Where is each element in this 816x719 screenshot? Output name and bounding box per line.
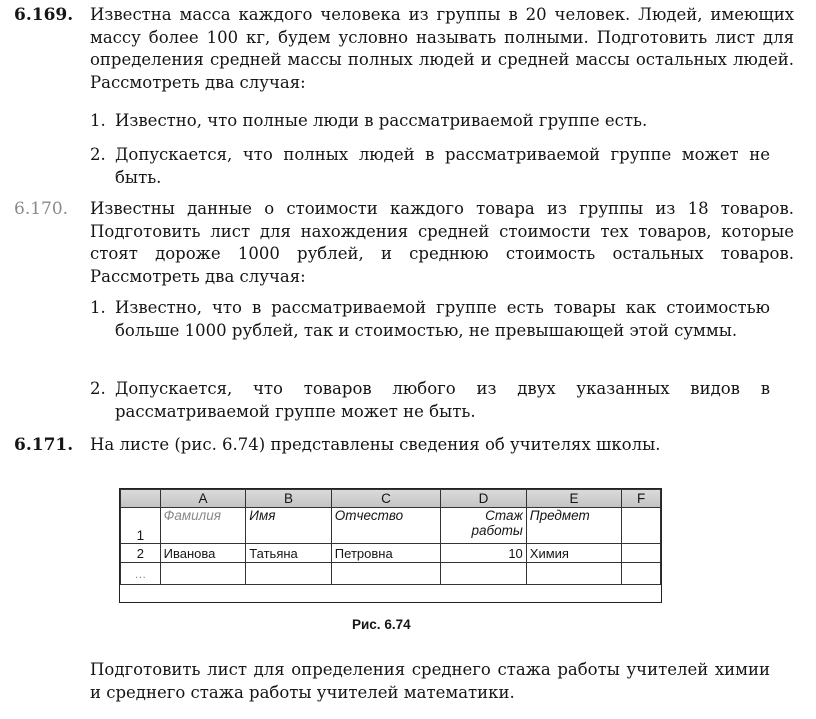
case-item (90, 110, 770, 133)
empty-cell (331, 563, 440, 585)
cell-d1: Стаж работы (441, 508, 527, 544)
table-row (121, 544, 661, 563)
cell-f2 (622, 544, 661, 563)
cell-f1 (622, 508, 661, 544)
problem-number: 6.169. (14, 5, 74, 25)
table-row (121, 563, 661, 585)
problem-text: Известна масса каждого человека из группы в 20 человек. Людей, имеющих массу более 100 кг, будем условно называть полными. Подготовить лист для определения средней массы полных людей и средней массы остальных людей. Рассмотреть два случая: (90, 5, 794, 92)
row-number: 1 (121, 508, 161, 544)
empty-cell (526, 563, 622, 585)
figure-caption: Рис. 6.74 (352, 617, 411, 632)
final-task-text: Подготовить лист для определения среднего стажа работы учителей химии и среднего стажа работы учителей математики. (90, 660, 770, 702)
column-header-c: C (331, 490, 440, 508)
cell-b1: Имя (246, 508, 332, 544)
case-number: 2. (90, 379, 106, 398)
problem-number: 6.170. (14, 199, 69, 219)
case-item (90, 378, 770, 423)
row-number-ellipsis: … (121, 563, 161, 585)
column-header-b: B (246, 490, 332, 508)
cell-e2: Химия (526, 544, 622, 563)
cell-d2: 10 (441, 544, 527, 563)
empty-cell (246, 563, 332, 585)
case-number: 1. (90, 111, 106, 130)
problem-number: 6.171. (14, 435, 74, 455)
table-row (121, 508, 661, 544)
problem-6-170 (14, 198, 794, 288)
cell-a2: Иванова (160, 544, 246, 563)
column-header-a: A (160, 490, 246, 508)
case-item (90, 144, 770, 189)
cell-c2: Петровна (331, 544, 440, 563)
problem-6-169 (14, 4, 794, 94)
problem-6-171 (14, 434, 794, 457)
empty-cell (160, 563, 246, 585)
cell-a1: Фамилия (160, 508, 246, 544)
case-number: 1. (90, 298, 106, 317)
problem-text: На листе (рис. 6.74) представлены сведения об учителях школы. (90, 435, 661, 454)
cell-b2: Татьяна (246, 544, 332, 563)
column-header-d: D (441, 490, 527, 508)
spreadsheet (119, 488, 662, 603)
column-header-f: F (622, 490, 661, 508)
case-text: Допускается, что товаров любого из двух указанных видов в рассматриваемой группе может не быть. (115, 379, 770, 421)
figure-6-74 (119, 488, 662, 603)
case-text: Допускается, что полных людей в рассматриваемой группе может не быть. (115, 145, 770, 187)
column-header-row (121, 490, 661, 508)
corner-cell (121, 490, 161, 508)
empty-cell (622, 563, 661, 585)
column-header-e: E (526, 490, 622, 508)
spreadsheet-grid (120, 489, 661, 585)
cell-e1: Предмет (526, 508, 622, 544)
case-text: Известно, что полные люди в рассматриваемой группе есть. (115, 111, 648, 130)
row-number: 2 (121, 544, 161, 563)
empty-cell (441, 563, 527, 585)
case-number: 2. (90, 145, 106, 164)
problem-text: Известны данные о стоимости каждого товара из группы из 18 товаров. Подготовить лист для нахождения средней стоимости тех товаров, которые стоят дороже 1000 рублей, и среднюю стоимость остальных товаров. Рассмотреть два случая: (90, 199, 794, 286)
case-text: Известно, что в рассматриваемой группе есть товары как стоимостью больше 1000 рублей, так и стоимостью, не превышающей этой суммы. (115, 298, 770, 340)
cell-c1: Отчество (331, 508, 440, 544)
case-item (90, 297, 770, 342)
